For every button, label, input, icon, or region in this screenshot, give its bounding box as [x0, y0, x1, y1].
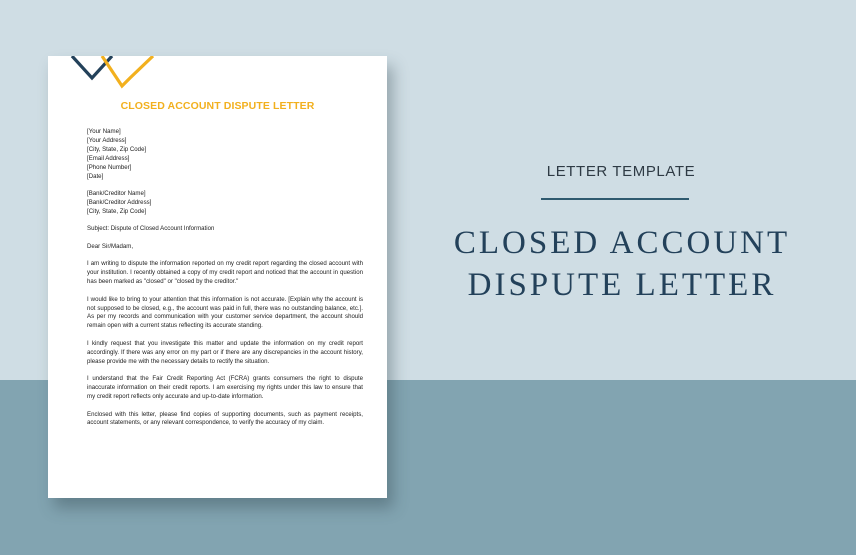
- paragraph: Enclosed with this letter, please find copies of supporting documents, such as payment receipts, account statements, or any relevant correspondence, to verify the accuracy of my claim.: [87, 410, 363, 427]
- banner-title: [430, 222, 814, 306]
- letter-page: [48, 56, 387, 498]
- recipient-address: [Bank/Creditor Address]: [87, 198, 152, 206]
- sender-name: [Your Name]: [87, 128, 121, 135]
- sender-city: [City, State, Zip Code]: [87, 145, 147, 153]
- sender-phone: [Phone Number]: [87, 163, 132, 171]
- paragraph: I understand that the Fair Credit Reporting Act (FCRA) grants consumers the right to dispute inaccurate information on their credit reports. I am exercising my rights under this law to ensure that my credit report reflects only accurate and up-to-date information.: [87, 375, 363, 400]
- chevron-logo-icon: [68, 56, 158, 92]
- paragraph: I would like to bring to your attention that this information is not accurate. [Explain why the account is not supposed to be closed, e.g., the account was paid in full, there was no outstanding balance, etc.]. As per my records and communication with your customer service department, the account should remain open with a current status reflecting its accurate standing.: [87, 295, 363, 330]
- banner-title-line-2: DISPUTE LETTER: [467, 267, 777, 303]
- letter-body: [87, 128, 363, 428]
- paragraph: I kindly request that you investigate this matter and update the information on my credit report accordingly. If there was any error on my part or if there are any discrepancies in the account history, please provide me with the necessary details to rectify the situation.: [87, 339, 363, 365]
- recipient-name: [Bank/Creditor Name]: [87, 190, 146, 198]
- sender-address: [Your Address]: [87, 136, 127, 144]
- letter-date: [Date]: [87, 172, 104, 180]
- banner-title-line-1: CLOSED ACCOUNT: [453, 225, 791, 261]
- template-label: LETTER TEMPLATE: [546, 163, 696, 180]
- letter-title: CLOSED ACCOUNT DISPUTE LETTER: [120, 100, 315, 112]
- divider: [541, 198, 689, 200]
- letter-subject: Subject: Dispute of Closed Account Information: [87, 225, 215, 233]
- sender-email: [Email Address]: [87, 154, 130, 162]
- salutation: Dear Sir/Madam,: [87, 242, 134, 250]
- paragraph: I am writing to dispute the information reported on my credit report regarding the closed account with your institution. I recently obtained a copy of my credit report and noticed that the account in question has been marked as "closed" or "closed by the creditor.": [87, 260, 363, 286]
- recipient-city: [City, State, Zip Code]: [87, 207, 147, 215]
